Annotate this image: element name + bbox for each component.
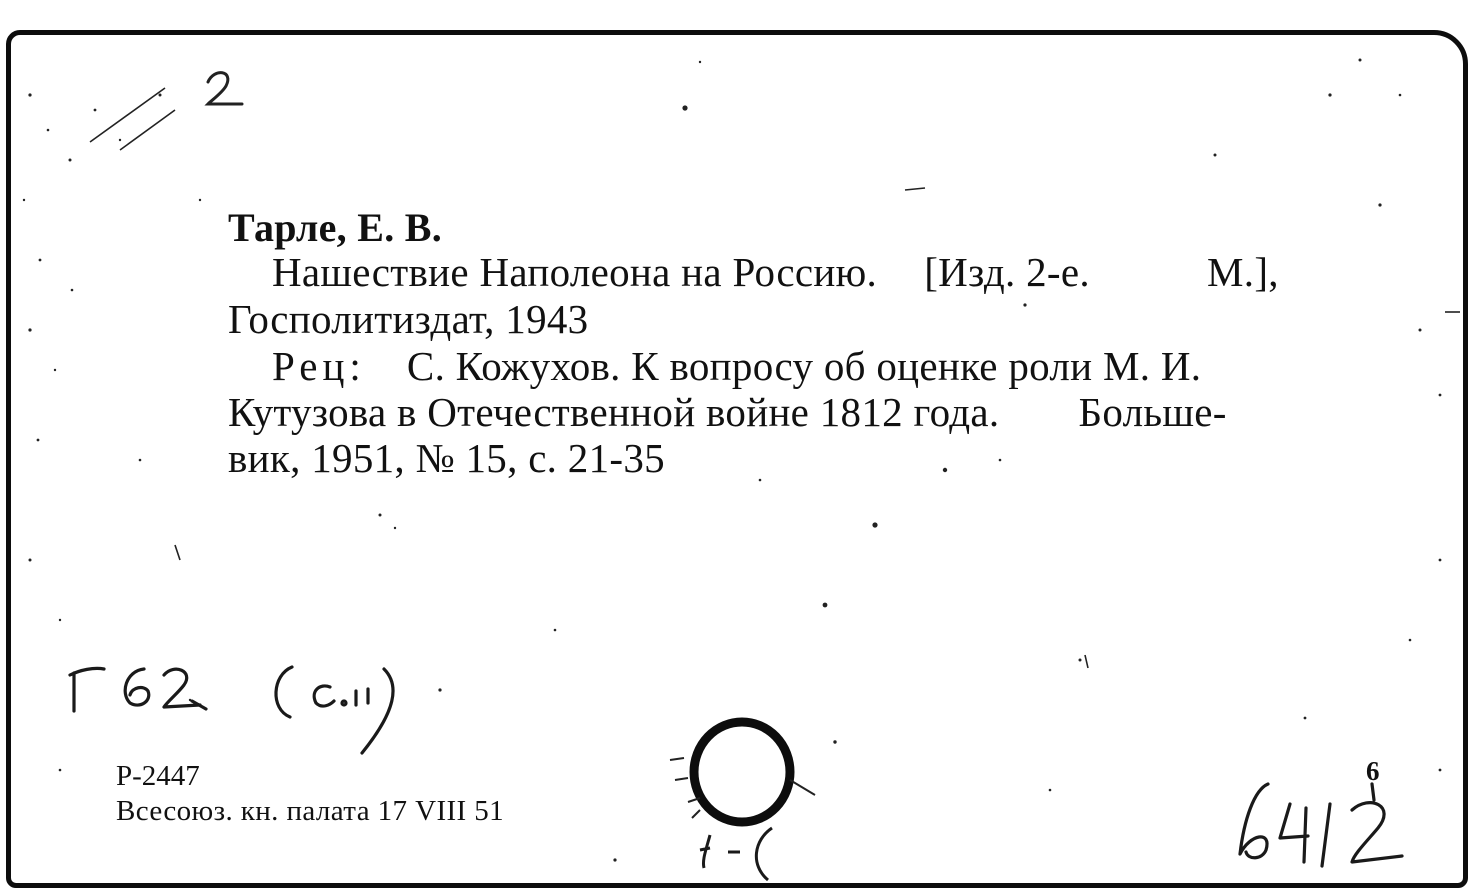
- place-text: М.],: [1207, 249, 1279, 295]
- handwritten-corner-mark: [190, 60, 260, 115]
- review-journal: Больше-: [1078, 389, 1227, 435]
- registration-number: Р-2447: [116, 760, 200, 792]
- review-line-1: [272, 343, 1202, 389]
- review-citation: С. Кожухов. К вопросу об оценке роли М. И.: [406, 343, 1202, 389]
- title-text: Нашествие Наполеона на Россию.: [272, 249, 878, 295]
- author-heading: Тарле, Е. В.: [228, 205, 443, 250]
- review-title: Кутузова в Отечественной войне 1812 года.: [228, 389, 1000, 435]
- page-count: 6: [1366, 756, 1380, 786]
- publisher-line: Госполитиздат, 1943: [228, 296, 589, 342]
- review-line-2: [228, 389, 1227, 435]
- edition-text: [Изд. 2-е.: [924, 249, 1090, 295]
- imprint-line: Всесоюз. кн. палата 17 VIII 51: [116, 795, 505, 827]
- review-line-3: вик, 1951, № 15, с. 21-35: [228, 435, 665, 481]
- title-line-1: [272, 249, 1279, 295]
- handwritten-code: [1220, 770, 1410, 875]
- punch-hole: [640, 700, 840, 890]
- handwritten-shelfmark: [60, 645, 420, 755]
- review-label: Рец:: [272, 343, 366, 389]
